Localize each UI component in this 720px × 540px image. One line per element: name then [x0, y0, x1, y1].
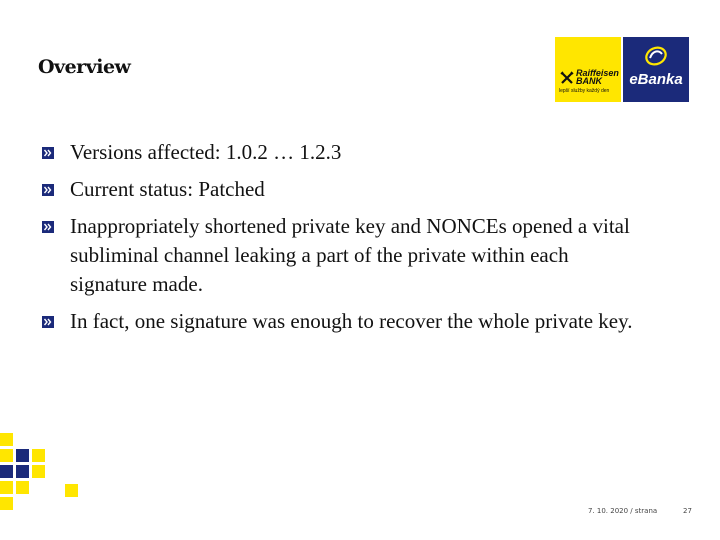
deco-square — [65, 484, 78, 497]
deco-square — [32, 449, 45, 462]
bullet-text: Current status: Patched — [70, 177, 265, 201]
deco-square — [16, 481, 29, 494]
deco-square — [0, 481, 13, 494]
ebanka-name: eBanka — [629, 71, 683, 88]
bullet-list — [42, 138, 642, 344]
deco-square — [0, 449, 13, 462]
deco-square — [32, 465, 45, 478]
ebanka-logo — [623, 37, 689, 102]
deco-square — [0, 465, 13, 478]
deco-square — [16, 465, 29, 478]
double-chevron-right-icon — [42, 147, 54, 159]
bullet-item — [42, 138, 642, 167]
page-number: 27 — [683, 507, 692, 515]
slide-title: Overview — [38, 56, 131, 78]
bullet-item — [42, 212, 642, 299]
bullet-item — [42, 175, 642, 204]
deco-square — [0, 497, 13, 510]
double-chevron-right-icon — [42, 184, 54, 196]
deco-square — [0, 433, 13, 446]
raiffeisen-tagline: lepší služby každý den — [559, 88, 610, 94]
bullet-text: In fact, one signature was enough to recover the whole private key. — [70, 309, 633, 333]
bullet-item — [42, 307, 642, 336]
raiffeisen-name: Raiffeisen BANK — [576, 68, 619, 86]
footer-date: 7. 10. 2020 / strana — [588, 507, 658, 515]
eb-ring-icon — [644, 44, 668, 68]
raiffeisen-logo — [555, 37, 621, 102]
crossed-horse-heads-icon — [560, 71, 574, 85]
bullet-text: Inappropriately shortened private key and NONCEs opened a vital subliminal channel leaking a part of the private within each signature made. — [70, 214, 630, 296]
deco-square — [16, 449, 29, 462]
double-chevron-right-icon — [42, 316, 54, 328]
bullet-text: Versions affected: 1.0.2 … 1.2.3 — [70, 140, 342, 164]
double-chevron-right-icon — [42, 221, 54, 233]
